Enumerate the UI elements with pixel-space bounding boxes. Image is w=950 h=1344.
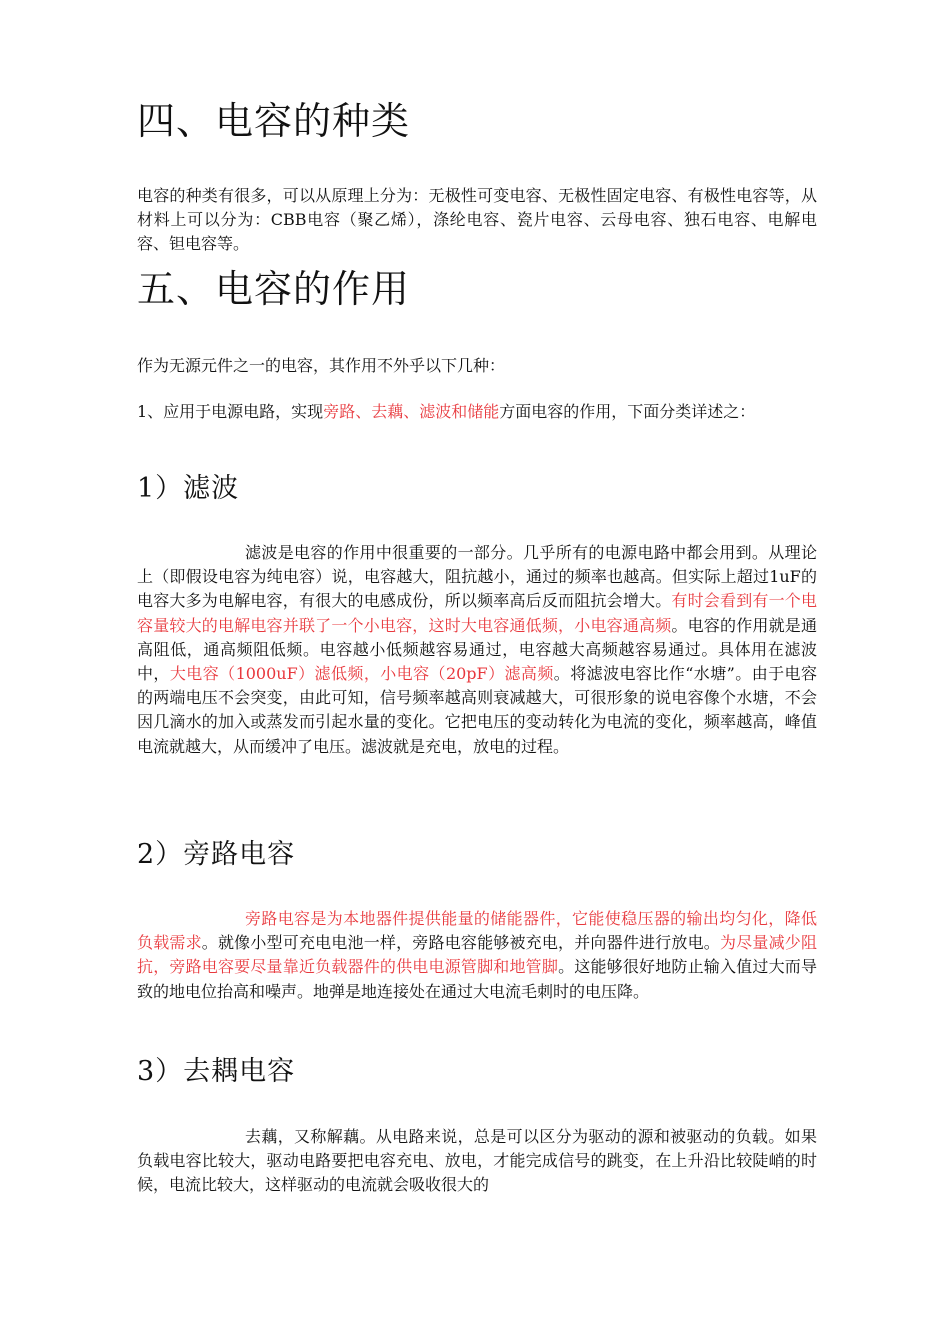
filter-highlight-2: 大电容（1000uF）滤低频，小电容（20pF）滤高频 xyxy=(169,664,554,684)
item-1-prefix: 1、应用于电源电路，实现 xyxy=(137,402,324,421)
filter-highlight-1: 有时会看到有一个电容量较大的电解电容并联了一个小电容，这时大电容通低频，小电容通高频 xyxy=(137,591,817,635)
section-5-item-1 xyxy=(137,400,817,424)
bypass-heading: 2）旁路电容 xyxy=(137,839,296,870)
bypass-text-1: 。就像小型可充电电池一样，旁路电容能够被充电，并向器件进行放电。 xyxy=(201,933,720,953)
decoupling-heading: 3）去耦电容 xyxy=(137,1056,296,1087)
item-1-highlight: 旁路、去藕、滤波和储能 xyxy=(323,402,500,421)
bypass-paragraph xyxy=(137,907,817,1004)
bypass-highlight-1: 旁路电容是为本地器件提供能量的储能器件，它能使稳压器的输出均匀化，降低负载需求 xyxy=(137,909,817,953)
bypass-text-2: 。这能够很好地防止输入值过大而导致的地电位抬高和噪声。地弹是地连接处在通过大电流毛刺时的电压降。 xyxy=(137,957,817,1001)
section-4-paragraph: 电容的种类有很多，可以从原理上分为：无极性可变电容、无极性固定电容、有极性电容等，从材料上可以分为：CBB电容（聚乙烯），涤纶电容、瓷片电容、云母电容、独石电容、电解电容、钽电容等。 xyxy=(137,186,817,254)
section-5-heading: 五、电容的作用 xyxy=(137,267,411,311)
item-1-suffix: 方面电容的作用，下面分类详述之： xyxy=(499,402,756,421)
filter-heading: 1）滤波 xyxy=(137,473,240,504)
filter-text-1: 滤波是电容的作用中很重要的一部分。几乎所有的电源电路中都会用到。从理论上（即假设电容为纯电容）说，电容越大，阻抗越小，通过的频率也越高。但实际上超过1uF的电容大多为电解电容，有很大的电感成份，所以频率高后反而阻抗会增大。 xyxy=(137,543,817,611)
decoupling-paragraph: 去藕，又称解藕。从电路来说，总是可以区分为驱动的源和被驱动的负载。如果负载电容比较大，驱动电路要把电容充电、放电，才能完成信号的跳变，在上升沿比较陡峭的时候，电流比较大，这样驱动的电流就会吸收很大的 xyxy=(137,1127,817,1195)
section-4-heading: 四、电容的种类 xyxy=(137,99,411,143)
filter-text-2: 。电容的作用就是通高阻低，通高频阻低频。电容越小低频越容易通过，电容越大高频越容易通过。具体用在滤波中， xyxy=(137,615,817,684)
section-5-intro: 作为无源元件之一的电容，其作用不外乎以下几种： xyxy=(137,356,506,375)
filter-text-3: 。将滤波电容比作“水塘”。由于电容的两端电压不会突变，由此可知，信号频率越高则衰减越大，可很形象的说电容像个水塘，不会因几滴水的加入或蒸发而引起水量的变化。它把电压的变动转化为电流的变化，频率越高，峰值电流就越大，从而缓冲了电压。滤波就是充电，放电的过程。 xyxy=(137,664,817,756)
bypass-highlight-2: 为尽量减少阻抗，旁路电容要尽量靠近负载器件的供电电源管脚和地管脚 xyxy=(137,933,817,977)
filter-paragraph xyxy=(137,541,817,759)
